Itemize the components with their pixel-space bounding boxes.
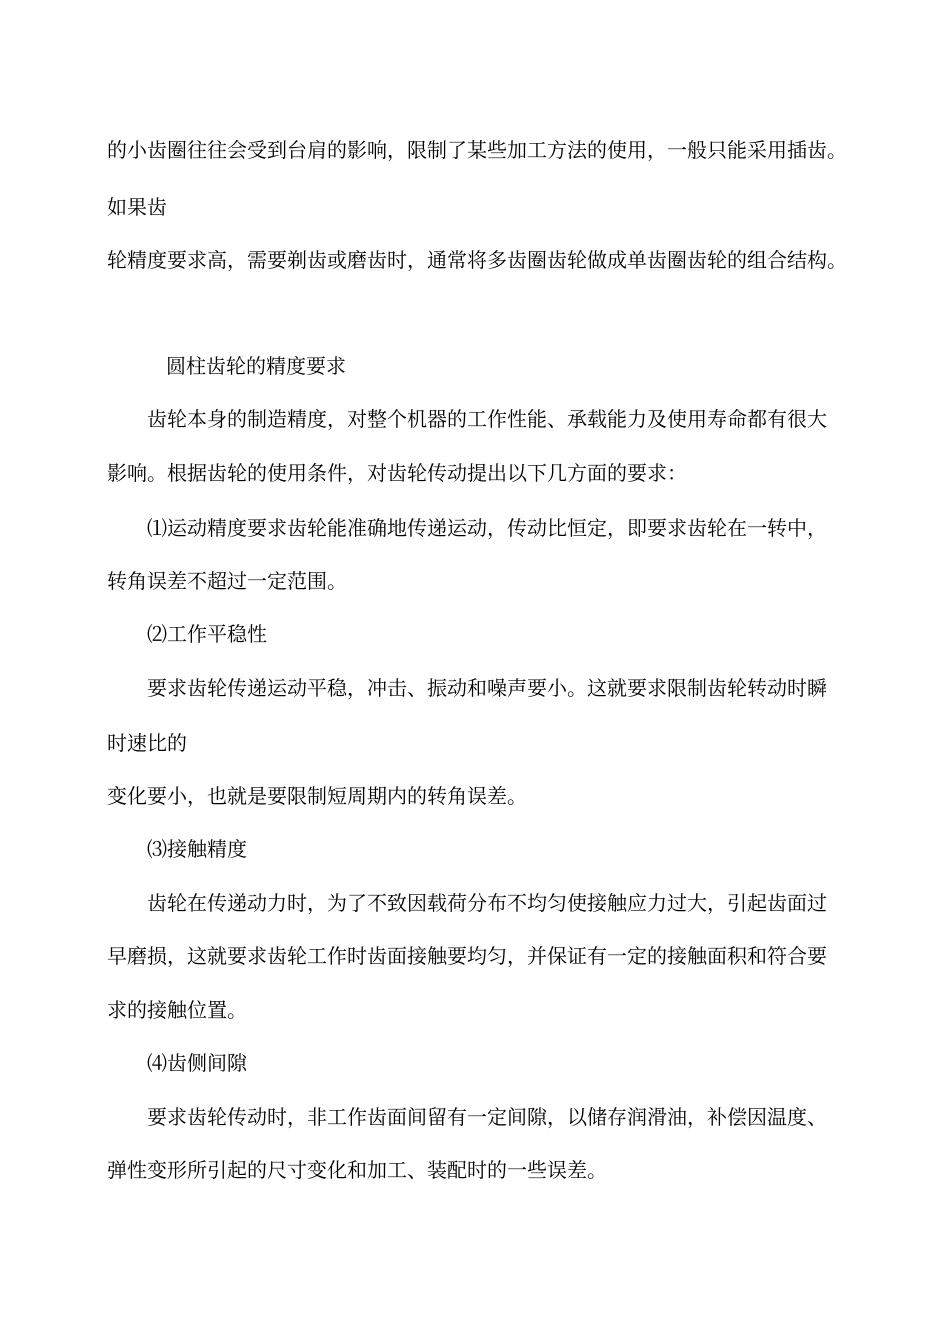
text-line: 弹性变形所引起的尺寸变化和加工、装配时的一些误差。 [107, 1158, 607, 1182]
text-line: 影响。根据齿轮的使用条件，对齿轮传动提出以下几方面的要求： [107, 461, 687, 485]
text-line: 早磨损，这就要求齿轮工作时齿面接触要均匀，并保证有一定的接触面积和符合要 [107, 944, 827, 968]
text-line: 转角误差不超过一定范围。 [107, 569, 347, 593]
text-line: 时速比的 [107, 731, 187, 755]
list-item-2: ⑵工作平稳性 [147, 622, 267, 646]
text-line: 求的接触位置。 [107, 998, 247, 1022]
text-line: 齿轮在传递动力时，为了不致因载荷分布不均匀使接触应力过大，引起齿面过 [147, 891, 827, 915]
text-line: 要求齿轮传递运动平稳，冲击、振动和噪声要小。这就要求限制齿轮转动时瞬 [147, 676, 827, 700]
list-item-4: ⑷齿侧间隙 [147, 1051, 247, 1075]
section-heading: 圆柱齿轮的精度要求 [166, 354, 346, 378]
list-item-3: ⑶接触精度 [147, 837, 247, 861]
list-item-1: ⑴运动精度要求齿轮能准确地传递运动，传动比恒定，即要求齿轮在一转中， [147, 516, 827, 540]
text-line: 齿轮本身的制造精度，对整个机器的工作性能、承载能力及使用寿命都有很大 [147, 407, 827, 431]
text-line: 要求齿轮传动时，非工作齿面间留有一定间隙，以储存润滑油，补偿因温度、 [147, 1105, 827, 1129]
text-line: 的小齿圈往往会受到台肩的影响，限制了某些加工方法的使用，一般只能采用插齿。 [107, 138, 847, 162]
text-line: 变化要小，也就是要限制短周期内的转角误差。 [107, 784, 527, 808]
text-line: 轮精度要求高，需要剃齿或磨齿时，通常将多齿圈齿轮做成单齿圈齿轮的组合结构。 [107, 248, 847, 272]
text-line: 如果齿 [107, 195, 167, 219]
